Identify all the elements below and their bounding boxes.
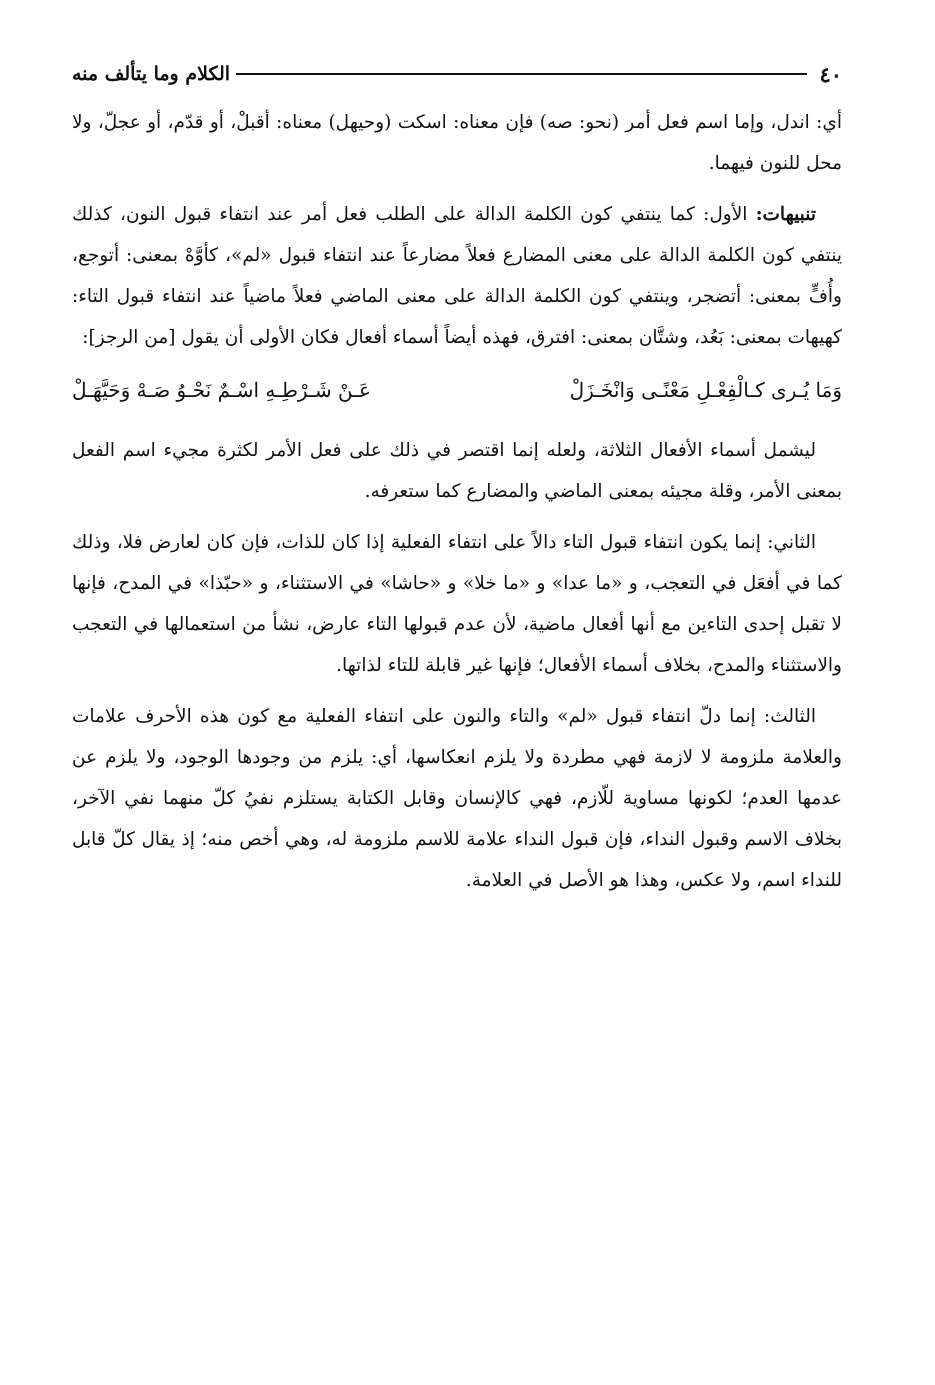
page [72, 52, 842, 911]
notes-text: الأول: كما ينتفي كون الكلمة الدالة على الطلب فعل أمر عند انتفاء قبول النون، كذلك ينتفي كون الكلمة الدالة على معنى المضارع فعلاً مضارعاً عند انتفاء قبول «لم»، كأوَّهْ بمعنى: أتوجع، وأُفٍّ بمعنى: أتضجر، وينتفي كون الكلمة الدالة على معنى الماضي فعلاً ماضياً عند انتفاء قبول التاء: كهيهات بمعنى: بَعُد، وشتَّان بمعنى: افترق، فهذه أيضاً أسماء أفعال فكان الأولى أن يقول [من الرجز]: [72, 204, 842, 348]
header-rule [236, 73, 807, 75]
running-header [72, 52, 842, 96]
paragraph-second-note: الثاني: إنما يكون انتفاء قبول التاء دالاً على انتفاء الفعلية إذا كان للذات، فإن كان لعارض فلا، وذلك كما في أفعَل في التعجب، و «ما عدا» و «ما خلا» و «حاشا» في الاستثناء، و «حبّذا» في المدح، فإنها لا تقبل إحدى التاءين مع أنها أفعال ماضية، لأن عدم قبولها التاء عارض، نشأ من استعمالها في التعجب والاستثناء والمدح، بخلاف أسماء الأفعال؛ فإنها غير قابلة للتاء لذاتها. [72, 532, 842, 676]
paragraph-third-note: الثالث: إنما دلّ انتفاء قبول «لم» والتاء والنون على انتفاء الفعلية مع كون هذه الأحرف علامات والعلامة ملزومة لا لازمة فهي مطردة ولا يلزم انعكاسها، أي: يلزم من وجودها الوجود، ولا يلزم عن عدمها العدم؛ لكونها مساوية للّازم، فهي كالإنسان وقابل الكتابة يستلزم نفيُ كلّ منهما نفي الآخر، بخلاف الاسم وقبول النداء، فإن قبول النداء علامة للاسم ملزومة له، وهي أخص منه؛ إذ يقال كلّ قابل للنداء اسم، ولا عكس، وهذا هو الأصل في العلامة. [72, 706, 842, 891]
paragraph-1: أي: اندل، وإما اسم فعل أمر (نحو: صه) فإن معناه: اسكت (وحيهل) معناه: أقبلْ، أو قدّم، أو عجلّ، ولا محل للنون فيهما. [72, 112, 842, 174]
paragraph-3: ليشمل أسماء الأفعال الثلاثة، ولعله إنما اقتصر في ذلك على فعل الأمر لكثرة مجيء اسم الفعل بمعنى الأمر، وقلة مجيئه بمعنى الماضي والمضارع كما ستعرفه. [72, 440, 842, 502]
verse-line [72, 368, 842, 412]
verse-hemistich-1: وَمَا يُـرى كـالْفِعْـلِ مَعْنًـى وَانْخَـزَلْ [569, 378, 842, 402]
running-title: الكلام وما يتألف منه [72, 63, 231, 85]
paragraph-notes [72, 194, 842, 358]
verse-hemistich-2: عَـنْ شَـرْطِـهِ اسْـمٌ نَحْـوُ صَـهْ وَحَيَّهَـلْ [72, 378, 371, 402]
body-text [72, 102, 842, 901]
page-number: ٤٠ [819, 61, 842, 87]
notes-heading: تنبيهات: [755, 204, 816, 225]
